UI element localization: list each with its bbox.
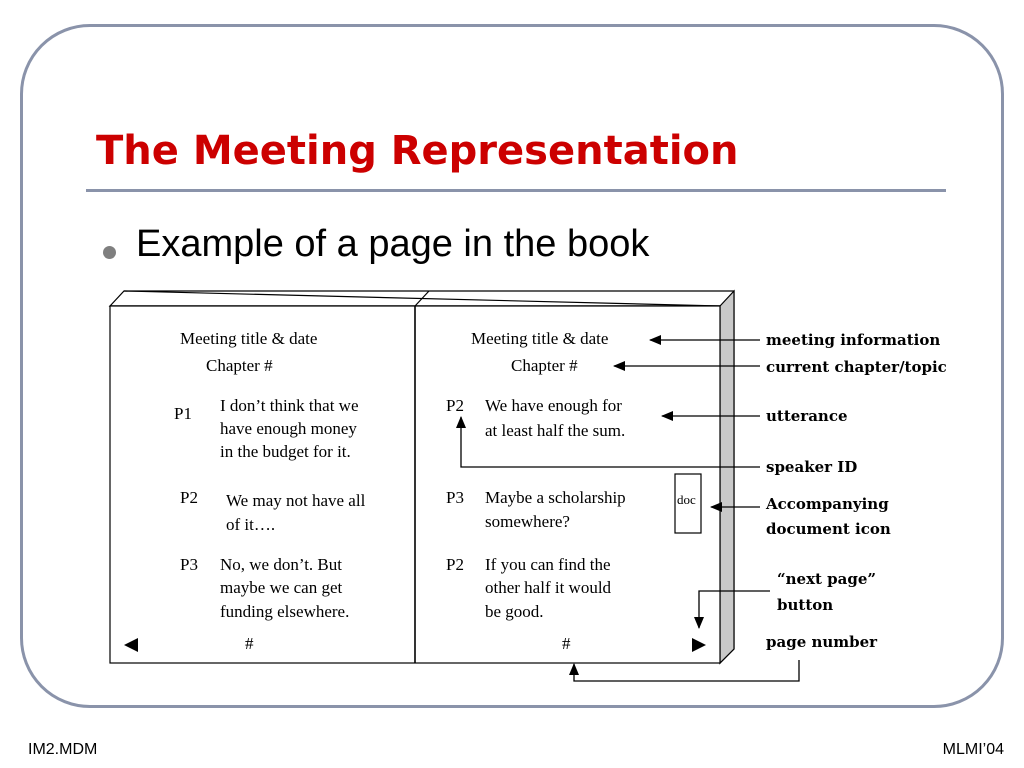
left-utterance-1-line-3: in the budget for it. [220, 442, 351, 461]
page-number-label: page number [766, 633, 878, 651]
slide-title: The Meeting Representation [96, 128, 739, 174]
right-speaker-3: P2 [446, 555, 464, 574]
left-utterance-3-line-3: funding elsewhere. [220, 602, 350, 621]
bullet-text: Example of a page in the book [136, 223, 650, 265]
next-page-label-1: “next page” [777, 570, 877, 588]
document-icon[interactable] [675, 474, 701, 533]
left-chapter: Chapter # [206, 356, 273, 375]
speaker-id-label: speaker ID [766, 458, 858, 476]
document-icon-label: doc [677, 492, 696, 507]
left-meeting-header: Meeting title & date [180, 329, 318, 348]
left-speaker-2: P2 [180, 488, 198, 507]
doc-icon-label-2: document icon [766, 520, 891, 538]
left-utterance-1-line-1: I don’t think that we [220, 396, 359, 415]
left-utterance-3-line-2: maybe we can get [220, 578, 343, 597]
left-utterance-2-line-1: We may not have all [226, 491, 366, 510]
right-utterance-3-line-3: be good. [485, 602, 544, 621]
utterance-label: utterance [766, 407, 848, 425]
right-speaker-2: P3 [446, 488, 464, 507]
annotation-labels [765, 331, 947, 651]
chapter-topic-label: current chapter/topic [766, 358, 947, 376]
right-utterance-1-line-1: We have enough for [485, 396, 622, 415]
left-page-number: # [245, 634, 254, 653]
doc-icon-label-1: Accompanying [766, 495, 889, 513]
next-page-label-2: button [777, 596, 834, 614]
left-utterance-3-line-1: No, we don’t. But [220, 555, 342, 574]
left-utterance-1-line-2: have enough money [220, 419, 357, 438]
right-utterance-3-line-1: If you can find the [485, 555, 611, 574]
footer-left: IM2.MDM [28, 741, 98, 758]
right-utterance-2-line-2: somewhere? [485, 512, 570, 531]
right-utterance-3-line-2: other half it would [485, 578, 612, 597]
left-speaker-3: P3 [180, 555, 198, 574]
right-meeting-header: Meeting title & date [471, 329, 609, 348]
right-page-number: # [562, 634, 571, 653]
right-utterance-1-line-2: at least half the sum. [485, 421, 626, 440]
footer-right: MLMI’04 [942, 741, 1004, 758]
left-utterance-2-line-2: of it…. [226, 515, 276, 534]
left-speaker-1: P1 [174, 404, 192, 423]
meeting-info-label: meeting information [766, 331, 941, 349]
right-chapter: Chapter # [511, 356, 578, 375]
right-utterance-2-line-1: Maybe a scholarship [485, 488, 626, 507]
right-speaker-1: P2 [446, 396, 464, 415]
